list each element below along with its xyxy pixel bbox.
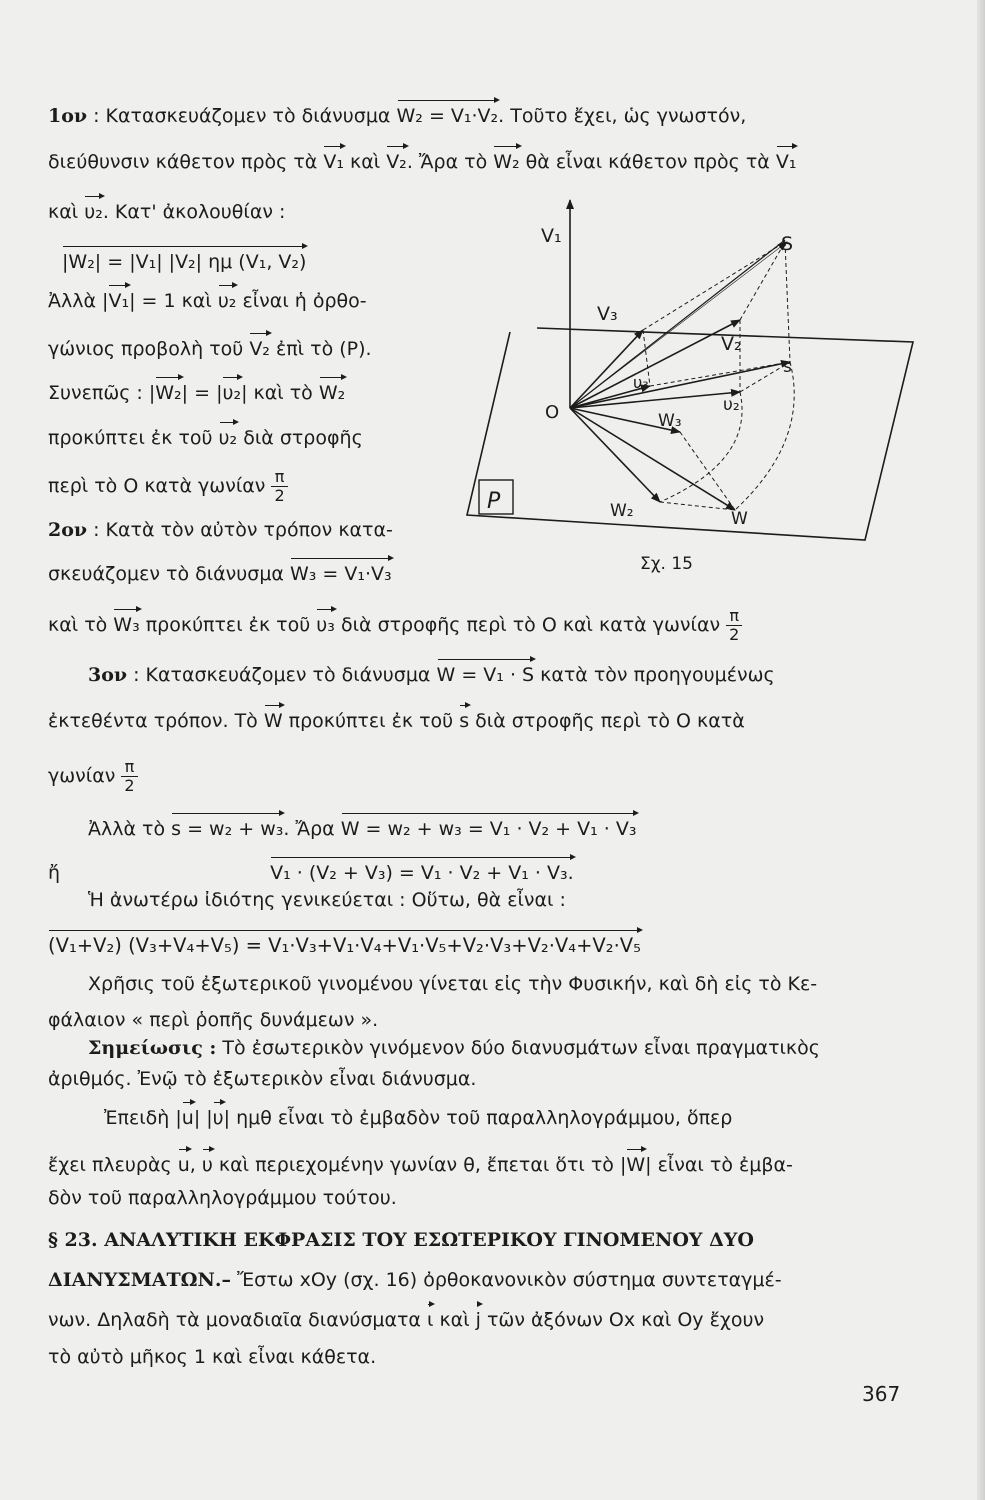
step-label-1: 1ον xyxy=(48,105,88,127)
text-line-29: νων. Δηλαδὴ τὰ μοναδιαῖα διανύσματα ι καὶ j τῶν ἀξόνων Ox καὶ Oy ἔχουν xyxy=(48,1309,765,1331)
formula-cross-magnitude: |W₂| = |V₁| |V₂| ημ (V₁, V₂) xyxy=(62,251,307,273)
text-line-20: Χρῆσις τοῦ ἐξωτερικοῦ γινομένου γίνεται εἰς τὴν Φυσικήν, καὶ δὴ εἰς τὸ Κε- xyxy=(88,973,818,995)
label-plane-p: P xyxy=(487,489,501,514)
text-line-15: γωνίαν $\frac{\pi}{2}$ xyxy=(48,758,348,795)
fraction-pi-over-2: $\frac{\pi}{2}$ xyxy=(726,607,742,644)
text-line-26: δὸν τοῦ παραλληλογράμμου τούτου. xyxy=(48,1187,397,1209)
label-s-upper: S xyxy=(781,233,794,255)
label-origin-o: O xyxy=(545,402,560,423)
vector-s-lower-arrow xyxy=(570,362,790,408)
plane-p-outline xyxy=(467,328,913,540)
label-v1: V₁ xyxy=(541,225,562,247)
figure-15-diagram xyxy=(465,190,915,580)
text-line-21: φάλαιον « περὶ ῥοπῆς δυνάμεων ». xyxy=(48,1009,379,1031)
formula-generalized: (V₁+V₂) (V₃+V₄+V₅) = V₁·V₃+V₁·V₄+V₁·V₅+V₂·V₃+V₂·V₄+V₂·V₅ xyxy=(48,934,641,957)
fraction-pi-over-2: $\frac{\pi}{2}$ xyxy=(271,468,287,505)
text-line-7: Συνεπῶς : |W₂| = |υ₂| καὶ τὸ W₂ xyxy=(48,382,346,404)
vector-v3-arrow xyxy=(570,330,643,408)
fraction-pi-over-2: $\frac{\pi}{2}$ xyxy=(121,758,137,795)
label-s-lower: s xyxy=(783,357,792,377)
text-line-8: προκύπτει ἐκ τοῦ υ₂ διὰ στροφῆς xyxy=(48,427,363,449)
label-u2: υ₂ xyxy=(723,395,740,415)
step-label-3: 3ον xyxy=(88,664,128,686)
label-v2: V₂ xyxy=(721,333,742,355)
vector-expression: W₂ = V₁·V₂ xyxy=(396,105,499,127)
note-line: Σημείωσις : Τὸ ἐσωτερικὸν γινόμενον δύο διανυσμάτων εἶναι πραγματικὸς xyxy=(88,1037,820,1059)
text-line-14: ἐκτεθέντα τρόπον. Τὸ W προκύπτει ἐκ τοῦ s διὰ στροφῆς περὶ τὸ Ο κατὰ xyxy=(48,710,745,732)
text-line-5: Ἀλλὰ |V₁| = 1 καὶ υ₂ εἶναι ἡ ὀρθο- xyxy=(48,290,367,312)
text-line-12: καὶ τὸ W₃ προκύπτει ἐκ τοῦ υ₃ διὰ στροφῆς περὶ τὸ Ο καὶ κατὰ γωνίαν $\frac{\pi}{2}$ xyxy=(48,607,908,644)
text-line-6: γώνιος προβολὴ τοῦ V₂ ἐπὶ τὸ (P). xyxy=(48,338,372,360)
text-line-9: περὶ τὸ Ο κατὰ γωνίαν $\frac{\pi}{2}$ xyxy=(48,468,448,505)
note-label: Σημείωσις : xyxy=(88,1037,217,1059)
figure-caption: Σχ. 15 xyxy=(640,554,694,574)
section-heading: § 23. ΑΝΑΛΥΤΙΚΗ ΕΚΦΡΑΣΙΣ ΤΟΥ ΕΣΩΤΕΡΙΚΟΥ ΓΙΝΟΜΕΝΟΥ ΔΥΟ xyxy=(48,1229,754,1251)
text-line-10: 2ον : Κατὰ τὸν αὐτὸν τρόπον κατα- xyxy=(48,519,393,541)
step-label-2: 2ον xyxy=(48,519,88,541)
label-w: W xyxy=(731,509,748,529)
formula-distributive-1: Ἀλλὰ τὸ s = w₂ + w₃. Ἄρα W = w₂ + w₃ = V₁ · V₂ + V₁ · V₃ xyxy=(88,818,637,840)
text-line-11: σκευάζομεν τὸ διάνυσμα W₃ = V₁·V₃ xyxy=(48,563,392,585)
label-w3: W₃ xyxy=(658,411,682,431)
text-line-28: ΔΙΑΝΥΣΜΑΤΩΝ.– Ἔστω xOy (σχ. 16) ὀρθοκανονικὸν σύστημα συντεταγμέ- xyxy=(48,1269,782,1291)
text-line-13: 3ον : Κατασκευάζομεν τὸ διάνυσμα W = V₁ · S κατὰ τὸν προηγουμένως xyxy=(88,664,775,686)
page-number: 367 xyxy=(862,1382,901,1406)
label-u3: υ₃ xyxy=(633,373,649,392)
text-line-2: διεύθυνσιν κάθετον πρὸς τὰ V₁ καὶ V₂. Ἄρα τὸ W₂ θὰ εἶναι κάθετον πρὸς τὰ V₁ xyxy=(48,151,797,173)
label-v3: V₃ xyxy=(597,303,618,325)
formula-distributive-2: ἤ V₁ · (V₂ + V₃) = V₁ · V₂ + V₁ · V₃. xyxy=(48,862,574,884)
page-edge-shadow xyxy=(977,0,985,1500)
label-w2: W₂ xyxy=(610,501,634,521)
section-heading-cont: ΔΙΑΝΥΣΜΑΤΩΝ.– xyxy=(48,1269,232,1291)
text-line-18: Ἡ ἀνωτέρω ἰδιότης γενικεύεται : Οὕτω, θὰ εἶναι : xyxy=(88,889,566,911)
text-line-23: ἀριθμός. Ἐνῷ τὸ ἐξωτερικὸν εἶναι διάνυσμα. xyxy=(48,1068,477,1090)
text-line-30: τὸ αὐτὸ μῆκος 1 καὶ εἶναι κάθετα. xyxy=(48,1346,377,1368)
text-line-1: 1ον : Κατασκευάζομεν τὸ διάνυσμα W₂ = V₁·V₂. Τοῦτο ἔχει, ὡς γνωστόν, xyxy=(48,105,747,127)
text-line-24: Ἐπειδὴ |u| |υ| ημθ εἶναι τὸ ἐμβαδὸν τοῦ παραλληλογράμμου, ὅπερ xyxy=(104,1107,733,1129)
text-line-25: ἔχει πλευρὰς u, υ καὶ περιεχομένην γωνίαν θ, ἔπεται ὅτι τὸ |W| εἶναι τὸ ἐμβα- xyxy=(48,1154,793,1176)
construction-lines xyxy=(643,242,794,510)
text-line-3: καὶ υ₂. Κατ' ἀκολουθίαν : xyxy=(48,201,286,223)
